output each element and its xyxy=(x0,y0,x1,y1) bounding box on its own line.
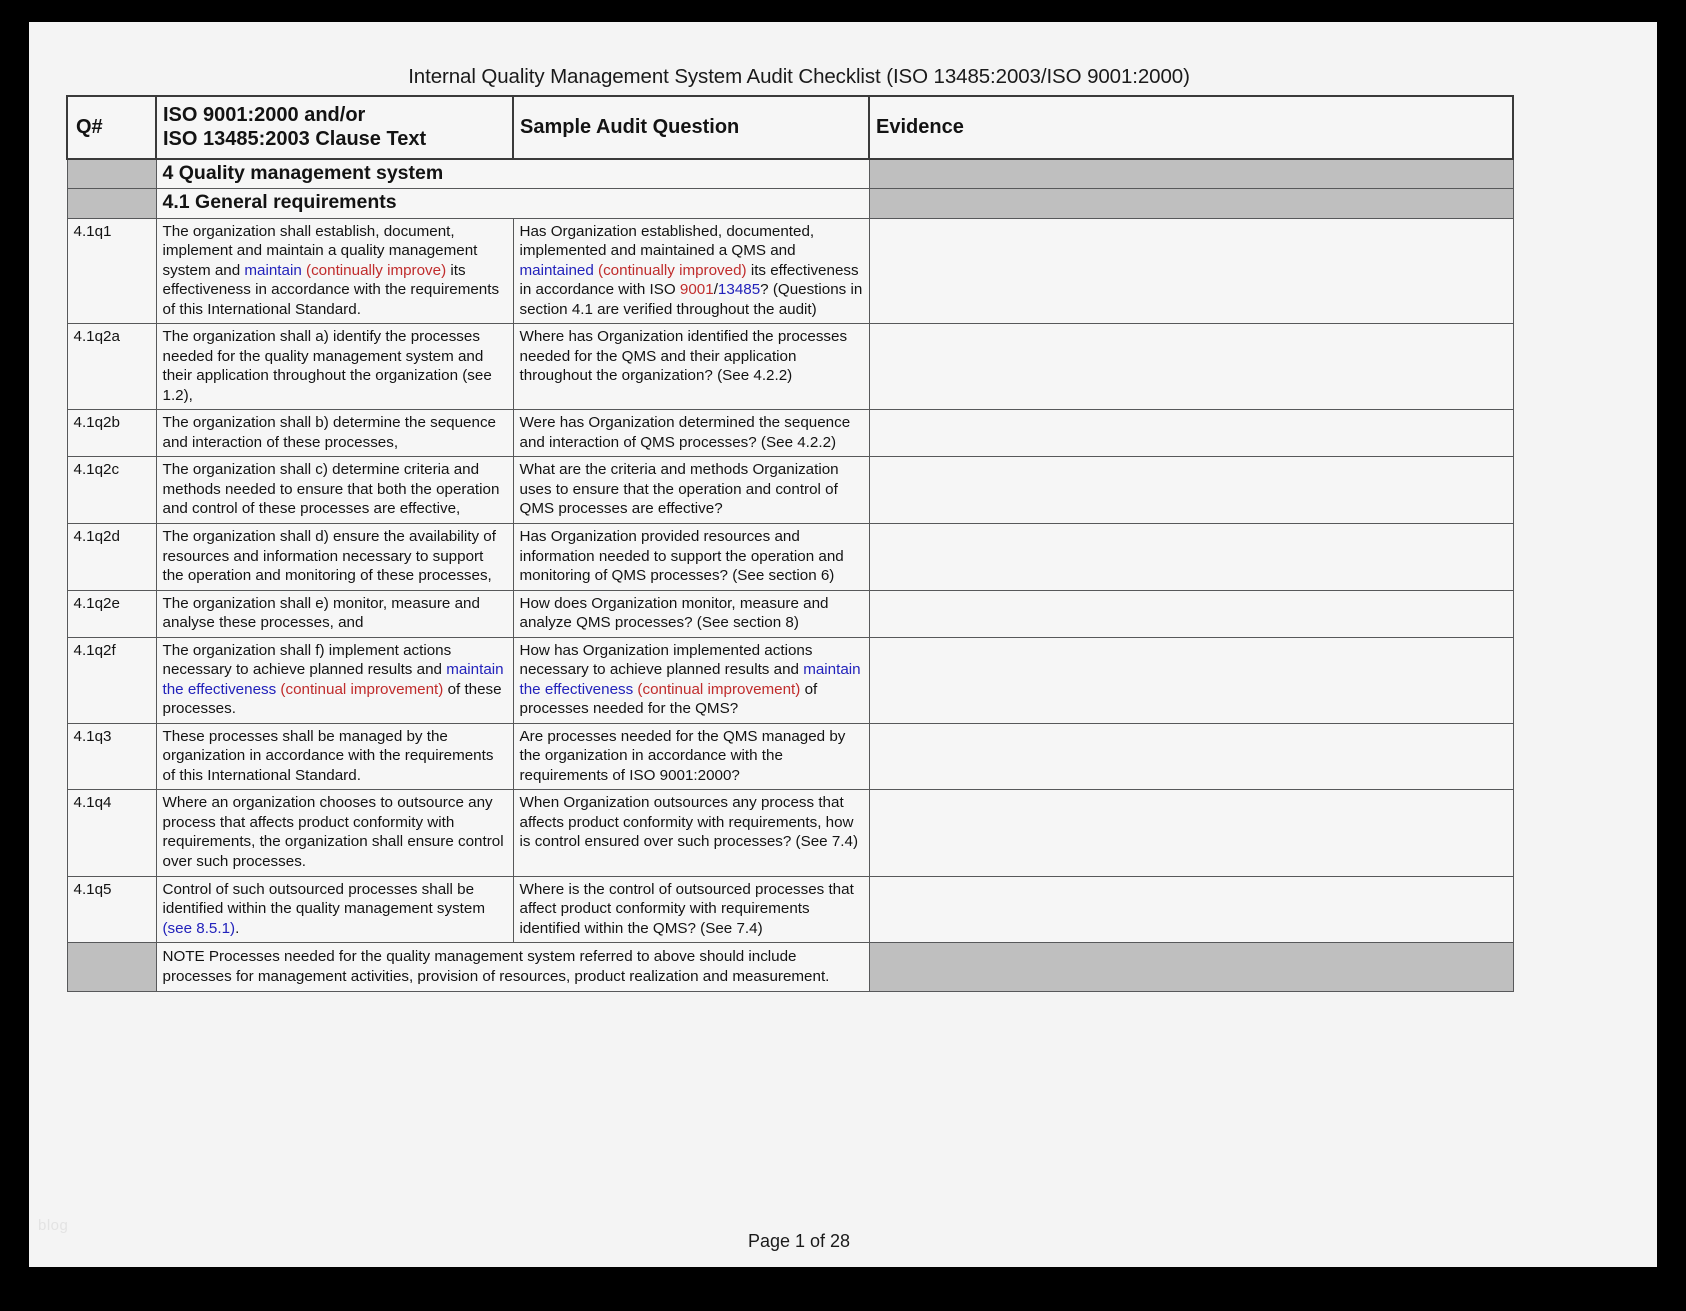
emphasis-blue-text: maintain the effectiveness xyxy=(162,661,504,698)
column-header-qnum: Q# xyxy=(67,96,156,159)
row-clause-text xyxy=(156,457,513,524)
table-header-row xyxy=(67,96,1513,159)
column-header-evidence: Evidence xyxy=(869,96,1513,159)
note-text: NOTE Processes needed for the quality management system referred to above should include processes for management activities, provision of resources, product realization and measurement. xyxy=(156,943,869,992)
table-row xyxy=(67,790,1513,876)
row-qnum: 4.1q1 xyxy=(67,218,156,324)
plain-text: of processes needed for the QMS? xyxy=(519,680,818,718)
plain-text: The organization shall a) identify the processes needed for the quality management system and their application throughout the organization (see 1.2), xyxy=(162,328,492,404)
emphasis-red-text: (continual improvement) xyxy=(280,680,444,698)
emphasis-blue-text: (see 8.5.1) xyxy=(162,919,236,937)
table-row xyxy=(67,218,1513,324)
row-sample-audit-question xyxy=(513,457,869,524)
row-qnum: 4.1q4 xyxy=(67,790,156,876)
emphasis-red-text: (continually improved) xyxy=(598,261,747,279)
row-clause-text xyxy=(156,637,513,723)
row-sample-audit-question xyxy=(513,410,869,457)
row-sample-audit-question xyxy=(513,218,869,324)
table-row xyxy=(67,524,1513,591)
clause-header-line-2: ISO 13485:2003 Clause Text xyxy=(163,128,427,151)
plain-text: The organization shall d) ensure the availability of resources and information necessary to support the operation and monitoring of these processes, xyxy=(162,528,496,585)
table-row xyxy=(67,324,1513,410)
row-sample-audit-question xyxy=(513,590,869,637)
plain-text: Where is the control of outsourced processes that affect product conformity with requirements identified within the QMS? (See 7.4) xyxy=(519,880,854,937)
row-evidence-input[interactable] xyxy=(869,524,1513,591)
subsection-band-qnum-spacer xyxy=(67,189,156,218)
plain-text: Where has Organization identified the processes needed for the QMS and their application throughout the organization? (See 4.2.2) xyxy=(519,328,848,385)
row-clause-text xyxy=(156,876,513,943)
row-qnum: 4.1q5 xyxy=(67,876,156,943)
table-row xyxy=(67,723,1513,790)
row-sample-audit-question xyxy=(513,637,869,723)
row-qnum: 4.1q3 xyxy=(67,723,156,790)
row-clause-text xyxy=(156,218,513,324)
plain-text: These processes shall be managed by the organization in accordance with the requirements of this International Standard. xyxy=(162,727,494,784)
table-row xyxy=(67,590,1513,637)
plain-text: Has Organization established, documented, implemented and maintained a QMS and xyxy=(519,222,815,260)
plain-text: What are the criteria and methods Organization uses to ensure that the operation and control of QMS processes are effective? xyxy=(519,461,839,518)
plain-text: How has Organization implemented actions necessary to achieve planned results and xyxy=(519,641,813,679)
clause-header-line-1: ISO 9001:2000 and/or xyxy=(163,104,366,126)
emphasis-blue-text: maintain the effectiveness xyxy=(519,661,861,698)
watermark: blog xyxy=(38,1217,69,1234)
row-sample-audit-question xyxy=(513,324,869,410)
plain-text: The organization shall e) monitor, measure and analyse these processes, and xyxy=(162,594,480,632)
plain-text: Control of such outsourced processes shall be identified within the quality management system xyxy=(162,880,485,918)
emphasis-blue-text: 13485 xyxy=(717,281,761,299)
table-row xyxy=(67,637,1513,723)
row-sample-audit-question xyxy=(513,790,869,876)
audit-checklist-table xyxy=(66,95,1514,992)
plain-text: Were has Organization determined the sequence and interaction of QMS processes? (See 4.2.2) xyxy=(519,414,851,451)
row-evidence-input[interactable] xyxy=(869,324,1513,410)
note-qnum-spacer xyxy=(67,943,156,992)
plain-text: / xyxy=(713,281,718,299)
row-sample-audit-question xyxy=(513,876,869,943)
subsection-band-row xyxy=(67,189,1513,218)
plain-text: its effectiveness in accordance with the requirements of this International Standard. xyxy=(162,261,500,318)
emphasis-blue-text: maintained xyxy=(519,261,599,279)
row-clause-text xyxy=(156,790,513,876)
row-clause-text xyxy=(156,590,513,637)
row-clause-text xyxy=(156,324,513,410)
plain-text: How does Organization monitor, measure and analyze QMS processes? (See section 8) xyxy=(519,594,829,632)
note-row xyxy=(67,943,1513,992)
row-sample-audit-question xyxy=(513,524,869,591)
emphasis-red-text: (continually improve) xyxy=(306,261,447,279)
row-evidence-input[interactable] xyxy=(869,790,1513,876)
table-row xyxy=(67,876,1513,943)
section-band-row xyxy=(67,159,1513,189)
row-evidence-input[interactable] xyxy=(869,590,1513,637)
plain-text: The organization shall f) implement actions necessary to achieve planned results and xyxy=(162,641,452,679)
row-evidence-input[interactable] xyxy=(869,218,1513,324)
row-evidence-input[interactable] xyxy=(869,876,1513,943)
plain-text: Are processes needed for the QMS managed by the organization in accordance with the requirements of ISO 9001:2000? xyxy=(519,727,846,784)
table-row xyxy=(67,410,1513,457)
row-qnum: 4.1q2e xyxy=(67,590,156,637)
plain-text: Where an organization chooses to outsource any process that affects product conformity with requirements, the organization shall ensure control over such processes. xyxy=(162,794,504,870)
section-band-evidence-spacer xyxy=(869,159,1513,189)
plain-text: The organization shall establish, document, implement and maintain a quality management system and xyxy=(162,222,478,279)
row-clause-text xyxy=(156,524,513,591)
row-qnum: 4.1q2a xyxy=(67,324,156,410)
emphasis-blue-text: maintain xyxy=(244,261,307,279)
page-title: Internal Quality Management System Audit Checklist (ISO 13485:2003/ISO 9001:2000) xyxy=(408,65,1190,88)
row-clause-text xyxy=(156,410,513,457)
plain-text: ? (Questions in section 4.1 are verified throughout the audit) xyxy=(519,281,863,318)
plain-text: of these processes. xyxy=(162,680,502,718)
page-footer: Page 1 of 28 xyxy=(747,1231,851,1251)
row-sample-audit-question xyxy=(513,723,869,790)
emphasis-red-text: 9001 xyxy=(679,281,714,299)
row-clause-text xyxy=(156,723,513,790)
section-band-qnum-spacer xyxy=(67,159,156,189)
row-evidence-input[interactable] xyxy=(869,637,1513,723)
row-qnum: 4.1q2c xyxy=(67,457,156,524)
plain-text: The organization shall b) determine the sequence and interaction of these processes, xyxy=(162,414,496,451)
subsection-band-evidence-spacer xyxy=(869,189,1513,218)
row-qnum: 4.1q2b xyxy=(67,410,156,457)
row-evidence-input[interactable] xyxy=(869,457,1513,524)
row-qnum: 4.1q2d xyxy=(67,524,156,591)
note-evidence-spacer xyxy=(869,943,1513,992)
plain-text: its effectiveness in accordance with ISO xyxy=(519,261,859,299)
section-band-label: 4 Quality management system xyxy=(156,159,869,189)
plain-text: When Organization outsources any process that affects product conformity with requirements, how is control ensured over such processes? (See 7.4) xyxy=(519,794,859,851)
emphasis-red-text: (continual improvement) xyxy=(637,680,801,698)
row-evidence-input[interactable] xyxy=(869,723,1513,790)
row-qnum: 4.1q2f xyxy=(67,637,156,723)
column-header-sample-audit-question: Sample Audit Question xyxy=(513,96,869,159)
column-header-clause-text xyxy=(156,96,513,159)
row-evidence-input[interactable] xyxy=(869,410,1513,457)
document-page xyxy=(29,22,1657,1267)
plain-text: Has Organization provided resources and information needed to support the operation and monitoring of QMS processes? (See section 6) xyxy=(519,528,844,585)
plain-text: . xyxy=(235,919,240,937)
plain-text: The organization shall c) determine criteria and methods needed to ensure that both the operation and control of these processes are effective, xyxy=(162,461,500,518)
table-row xyxy=(67,457,1513,524)
subsection-band-label: 4.1 General requirements xyxy=(156,189,869,218)
